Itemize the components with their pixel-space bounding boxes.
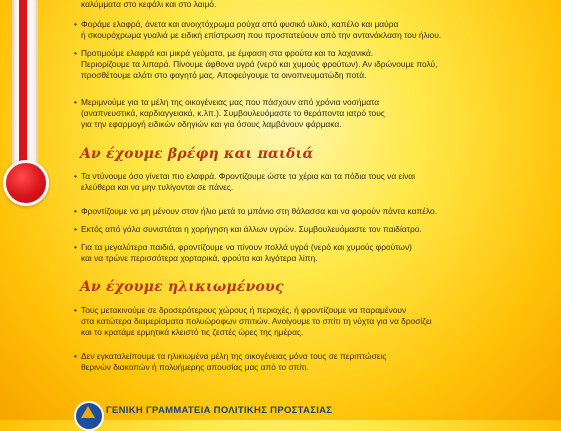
bullet: • [74,19,77,29]
bullet: • [74,48,77,58]
list-item-text: Φοράμε ελαφρά, άνετα και ανοιχτόχρωμα ρούχα από φυσικό υλικό, καπέλο και μαύρα ή σκουρόχρωμα γυαλιά με ειδική επίστρωση που προστατεύουν από την αντανάκλαση του ήλιου. [81,19,442,40]
bullet: • [74,351,77,361]
list-item [74,305,432,338]
list-item-text: Μεριμνούμε για τα μέλη της οικογένειας μας που πάσχουν από χρόνια νοσήματα (αναπνευστικά, καρδιαγγειακά, κ.λπ.). Συμβουλευόμαστε το θεράποντα ιατρό τους για την εφαρμογή ειδικών οδηγιών και για όσους λαμβάνουν φάρμακα. [81,97,385,129]
list-item [74,0,216,10]
list-item [74,351,386,373]
bullet: • [74,206,77,216]
list-item [74,242,412,264]
list-item-text: Δεν εγκαταλείπουμε τα ηλικιωμένα μέλη της οικογένειας μόνα τους σε περιπτώσεις θερινών διακοπών ή πολυήμερης απουσίας μας από το σπίτι. [81,351,387,372]
list-item [74,171,415,193]
bullet: • [74,171,77,181]
list-item [74,97,385,130]
thermometer-bulb-icon [3,160,49,206]
section-heading-elderly: Αν έχουμε ηλικιωμένους [80,279,284,295]
bullet: • [74,305,77,315]
thermometer-mercury [19,0,27,170]
list-item-text: Εκτός από γάλα συνιστάται η χορήγηση και άλλων υγρών. Συμβουλευόμαστε τον παιδίατρο. [81,224,422,234]
list-item-text: Τα ντύνουμε όσο γίνεται πιο ελαφρά. Φροντίζουμε ώστε τα χέρια και τα πόδια τους να είναι ελεύθερα και να μην τυλίγονται σε πάνες. [81,171,416,192]
logo-triangle [81,406,95,418]
footer-org-name: ΓΕΝΙΚΗ ΓΡΑΜΜΑΤΕΙΑ ΠΟΛΙΤΙΚΗΣ ΠΡΟΣΤΑΣΙΑΣ [106,405,333,416]
list-item-text: καλύμματα στο κεφάλι και στο λαιμό. [81,0,217,9]
list-item [74,48,437,81]
list-item [74,224,422,235]
bullet: • [74,242,77,252]
list-item-text: Προτιμούμε ελαφρά και μικρά γεύματα, με έμφαση στα φρούτα και τα λαχανικά. Περιορίζουμε τα λιπαρά. Πίνουμε άφθονα υγρά (νερό και χυμούς φρούτων). Αν ιδρώνουμε πολύ, προσθέτουμε αλάτι στο φαγητό μας. Αποφεύγουμε τα οινοπνευματώδη ποτά. [81,48,438,80]
list-item-text: Για τα μεγαλύτερα παιδιά, φροντίζουμε να πίνουν πολλά υγρά (νερό και χυμούς φρούτων) και να τρώνε περισσότερα χορταρικά, φρούτα και λιγότερα λίπη. [81,242,412,263]
section-heading-babies: Αν έχουμε βρέφη και παιδιά [80,146,314,162]
list-item-text: Φροντίζουμε να μη μένουν στον ήλιο μετά το μπάνιο στη θάλασσα και να φορούν πάντα καπέλο. [81,206,438,216]
bullet: • [74,224,77,234]
list-item-text: Τους μετακινούμε σε δροσερότερους χώρους ή περιοχές, ή φροντίζουμε να παραμένουν στα κατώτερα διαμερίσματα πολυώροφων σπιτιών. Ανοίγουμε το σπίτι τη νύχτα για να δροσίζει και το κρατάμε ερμητικά κλειστό τις ζεστές ώρες της ημέρας. [81,305,432,337]
list-item [74,206,437,217]
list-item [74,19,441,41]
bullet: • [74,97,77,107]
